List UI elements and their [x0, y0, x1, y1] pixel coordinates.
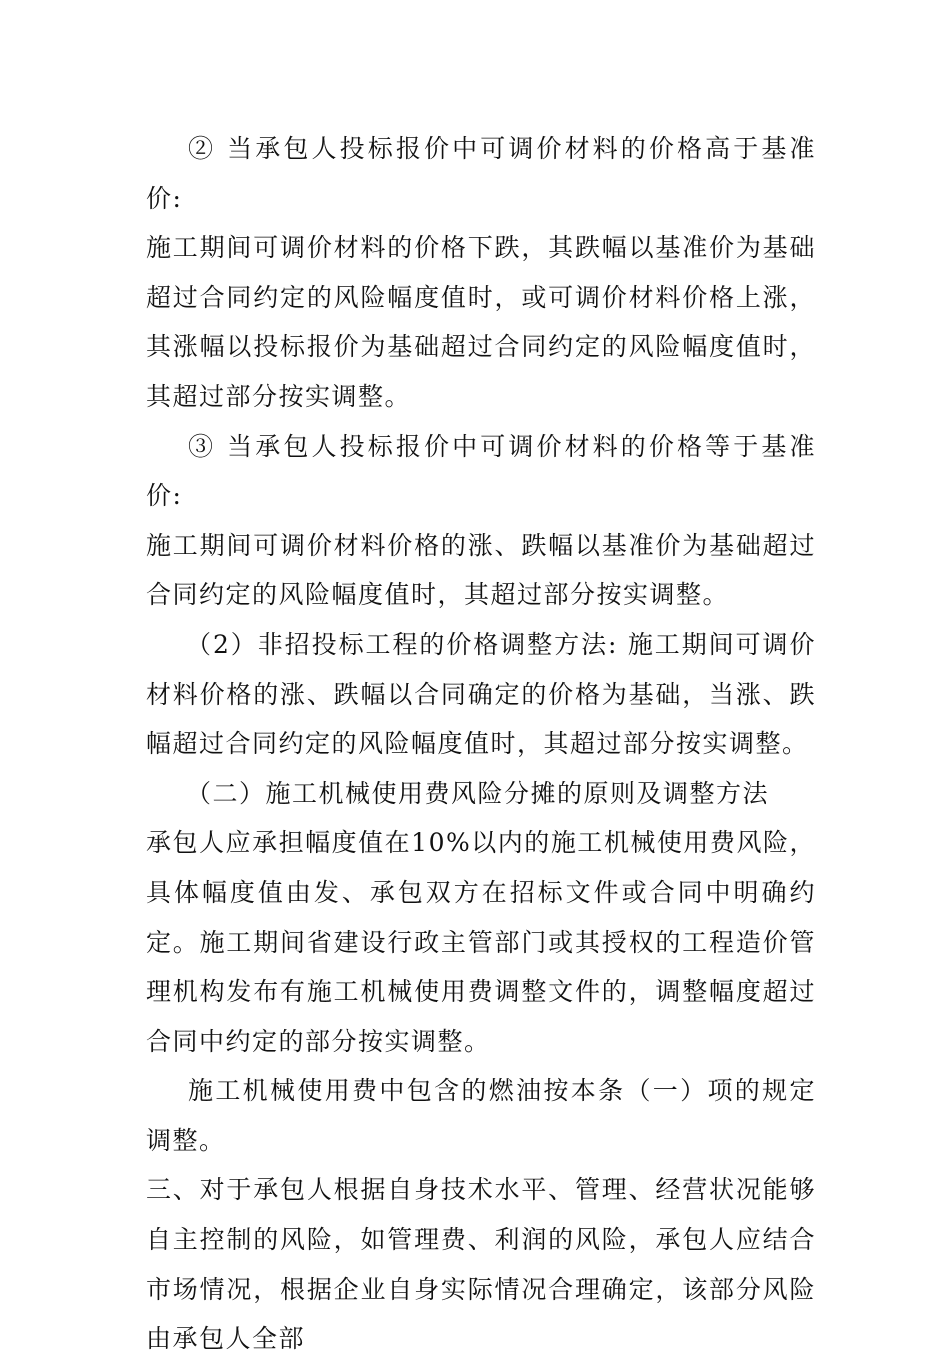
- item-2-heading: ② 当承包人投标报价中可调价材料的价格高于基准价:: [146, 134, 816, 213]
- document-body: [146, 124, 816, 1364]
- section-3-body: 三、对于承包人根据自身技术水平、管理、经营状况能够自主控制的风险，如管理费、利润的风险，承包人应结合市场情况，根据企业自身实际情况合理确定，该部分风险由承包人全部: [146, 1175, 816, 1354]
- non-bid-adjustment-paragraph: （2）非招投标工程的价格调整方法: 施工期间可调价材料价格的涨、跌幅以合同确定的价格为基础，当涨、跌幅超过合同约定的风险幅度值时，其超过部分按实调整。: [146, 629, 816, 759]
- item-3-heading: ③ 当承包人投标报价中可调价材料的价格等于基准价:: [146, 431, 816, 511]
- item-2-body: 施工期间可调价材料的价格下跌，其跌幅以基准价为基础超过合同约定的风险幅度值时，或可调价材料价格上涨，其涨幅以投标报价为基础超过合同约定的风险幅度值时，其超过部分按实调整。: [146, 233, 816, 411]
- section-2-body: 承包人应承担幅度值在10%以内的施工机械使用费风险，具体幅度值由发、承包双方在招标文件或合同中明确约定。施工期间省建设行政主管部门或其授权的工程造价管理机构发布有施工机械使用费调整文件的，调整幅度超过合同中约定的部分按实调整。: [146, 828, 816, 1056]
- item-3-body: 施工期间可调价材料价格的涨、跌幅以基准价为基础超过合同约定的风险幅度值时，其超过部分按实调整。: [146, 530, 816, 610]
- fuel-note-paragraph: 施工机械使用费中包含的燃油按本条（一）项的规定调整。: [146, 1076, 816, 1155]
- section-2-heading: （二）施工机械使用费风险分摊的原则及调整方法: [186, 778, 770, 808]
